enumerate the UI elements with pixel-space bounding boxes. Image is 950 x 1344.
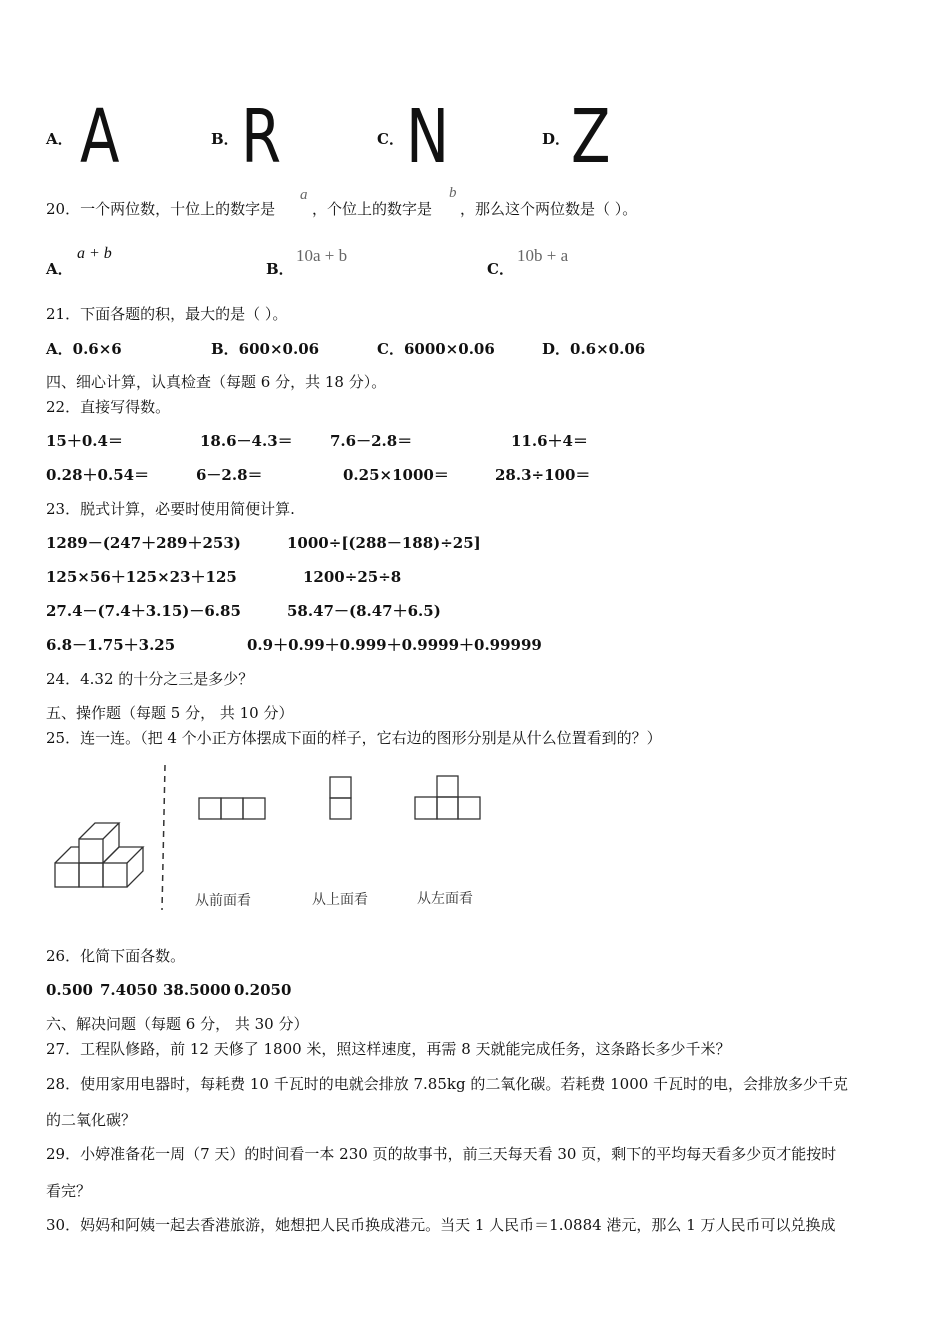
number-item: 7.4050 [100, 981, 158, 999]
calc-item: 1200÷25÷8 [303, 568, 402, 586]
calc-item: 28.3÷100＝ [495, 466, 591, 484]
question-21: 21．下面各题的积，最大的是（ ）。 [46, 305, 288, 323]
calc-item: 15＋0.4＝ [46, 432, 123, 450]
question-24: 24．4.32 的十分之三是多少？ [46, 670, 254, 688]
question-text: ，个位上的数字是 [312, 200, 433, 218]
left-view-drawing [415, 776, 480, 819]
calc-item: 6－2.8＝ [196, 466, 263, 484]
number-item: 0.2050 [234, 981, 292, 999]
number-item: 38.5000 [163, 981, 231, 999]
option-label: B． [211, 130, 239, 148]
option-label: C． [377, 130, 404, 148]
section-heading: 六、解决问题（每题 6 分， 共 30 分） [46, 1015, 309, 1033]
question-29-continued: 看完？ [46, 1182, 92, 1200]
top-view-drawing [330, 777, 351, 819]
option: D．0.6×0.06 [542, 340, 646, 358]
question-22: 22．直接写得数。 [46, 398, 171, 416]
calc-item: 1289－(247＋289＋253) [46, 534, 241, 552]
question-28-continued: 的二氧化碳？ [46, 1111, 137, 1129]
question-text: ，那么这个两位数是（ ）。 [460, 200, 638, 218]
number-item: 0.500 [46, 981, 93, 999]
calc-item: 125×56＋125×23＋125 [46, 568, 237, 586]
option-letter: Z [571, 94, 611, 180]
variable-a: a [300, 187, 308, 203]
question-30: 30．妈妈和阿姨一起去香港旅游，她想把人民币换成港元。当天 1 人民币＝1.0884 港元，那么 1 万人民币可以兑换成 [46, 1216, 836, 1234]
view-label-front: 从前面看 [195, 893, 251, 909]
variable-b: b [449, 185, 457, 201]
view-label-top: 从上面看 [312, 892, 368, 908]
calc-item: 18.6－4.3＝ [200, 432, 293, 450]
section-heading: 五、操作题（每题 5 分， 共 10 分） [46, 704, 294, 722]
question-27: 27．工程队修路，前 12 天修了 1800 米，照这样速度，再需 8 天就能完成任务，这条路长多少千米？ [46, 1040, 731, 1058]
option-label: C． [487, 260, 514, 278]
view-label-left: 从左面看 [417, 891, 473, 907]
option-label: A． [46, 130, 73, 148]
question-23: 23．脱式计算，必要时使用简便计算. [46, 500, 295, 518]
section-heading: 四、细心计算，认真检查（每题 6 分，共 18 分）。 [46, 373, 387, 391]
option: C．6000×0.06 [377, 340, 495, 358]
option: B．600×0.06 [211, 340, 320, 358]
option-label: D． [542, 130, 571, 148]
calc-item: 58.47－(8.47＋6.5) [287, 602, 441, 620]
calc-item: 0.9＋0.99＋0.999＋0.9999＋0.99999 [247, 636, 542, 654]
calc-item: 1000÷[(288－188)÷25] [287, 534, 481, 552]
question-26: 26．化简下面各数。 [46, 947, 186, 965]
option-letter: N [406, 94, 450, 180]
calc-item: 0.25×1000＝ [343, 466, 449, 484]
option-expression: 10b + a [517, 246, 569, 265]
calc-item: 0.28＋0.54＝ [46, 466, 150, 484]
option-expression: a + b [77, 245, 112, 262]
calc-item: 7.6－2.8＝ [330, 432, 413, 450]
cube-stack-drawing [55, 823, 143, 887]
question-29: 29．小婷准备花一周（7 天）的时间看一本 230 页的故事书，前三天每天看 30 页，剩下的平均每天看多少页才能按时 [46, 1145, 837, 1163]
option-letter: A [80, 94, 120, 180]
front-view-drawing [199, 798, 265, 819]
question-text: 20．一个两位数，十位上的数字是 [46, 200, 276, 218]
question-28: 28．使用家用电器时，每耗费 10 千瓦时的电就会排放 7.85kg 的二氧化碳。若耗费 1000 千瓦时的电，会排放多少千克 [46, 1075, 849, 1093]
option-label: A． [46, 260, 73, 278]
calc-item: 11.6＋4＝ [511, 432, 588, 450]
option-expression: 10a + b [296, 246, 348, 265]
option: A．0.6×6 [46, 340, 122, 358]
dashed-divider [162, 765, 165, 910]
question-25: 25．连一连。（把 4 个小正方体摆成下面的样子，它右边的图形分别是从什么位置看到的？） [46, 729, 662, 747]
calc-item: 6.8－1.75＋3.25 [46, 636, 176, 654]
option-letter: R [241, 94, 282, 180]
option-label: B． [266, 260, 294, 278]
calc-item: 27.4－(7.4＋3.15)－6.85 [46, 602, 241, 620]
